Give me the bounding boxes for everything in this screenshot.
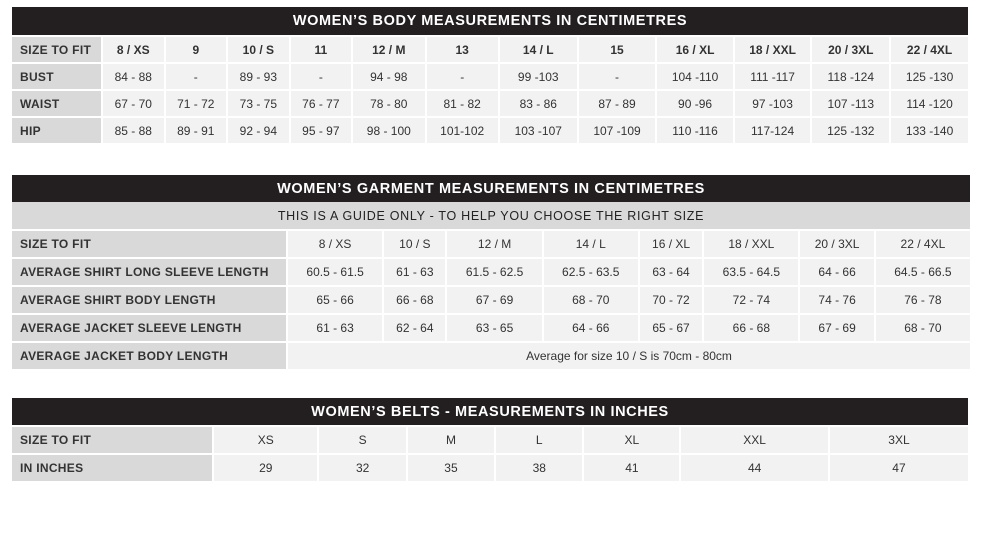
garment-measurements-section: [12, 175, 970, 371]
cell: 35: [408, 455, 494, 481]
cell: 41: [584, 455, 679, 481]
row-label: AVERAGE JACKET SLEEVE LENGTH: [12, 315, 286, 341]
size-header: 9: [166, 37, 227, 62]
header-label: SIZE TO FIT: [12, 427, 212, 453]
cell: 89 - 93: [228, 64, 289, 89]
header-label: SIZE TO FIT: [12, 37, 101, 62]
cell: 64 - 66: [800, 259, 873, 285]
cell: 63 - 64: [640, 259, 702, 285]
body-table-title: WOMEN’S BODY MEASUREMENTS IN CENTIMETRES: [12, 7, 968, 35]
size-header: 22 / 4XL: [876, 231, 970, 257]
size-header: 14 / L: [500, 37, 577, 62]
table-header-row: [12, 37, 968, 62]
cell: 32: [319, 455, 405, 481]
size-header: XL: [584, 427, 679, 453]
table-header-row: [12, 231, 970, 257]
cell: 92 - 94: [228, 118, 289, 143]
size-header: 20 / 3XL: [800, 231, 873, 257]
cell: 60.5 - 61.5: [288, 259, 382, 285]
cell: 90 -96: [657, 91, 732, 116]
cell: 111 -117: [735, 64, 811, 89]
table-row-jacket-body: [12, 343, 970, 369]
row-label: AVERAGE SHIRT LONG SLEEVE LENGTH: [12, 259, 286, 285]
table-row-bust: [12, 64, 968, 89]
garment-measurements-table: [10, 229, 972, 371]
cell: 65 - 67: [640, 315, 702, 341]
size-header: 3XL: [830, 427, 968, 453]
cell: 38: [496, 455, 582, 481]
cell: 66 - 68: [704, 315, 798, 341]
cell: 74 - 76: [800, 287, 873, 313]
header-label: SIZE TO FIT: [12, 231, 286, 257]
cell: 101-102: [427, 118, 498, 143]
cell: 68 - 70: [544, 287, 638, 313]
cell: 133 -140: [891, 118, 968, 143]
cell: 107 -113: [812, 91, 889, 116]
cell: 66 - 68: [384, 287, 445, 313]
row-label: AVERAGE JACKET BODY LENGTH: [12, 343, 286, 369]
garment-table-subtitle: THIS IS A GUIDE ONLY - TO HELP YOU CHOOSE THE RIGHT SIZE: [12, 202, 970, 229]
cell: -: [166, 64, 227, 89]
cell: 65 - 66: [288, 287, 382, 313]
table-row-shirt-body: [12, 287, 970, 313]
cell: 104 -110: [657, 64, 732, 89]
size-header: 12 / M: [353, 37, 424, 62]
size-header: L: [496, 427, 582, 453]
cell: 114 -120: [891, 91, 968, 116]
size-header: 10 / S: [228, 37, 289, 62]
cell: 61.5 - 62.5: [447, 259, 541, 285]
cell: 71 - 72: [166, 91, 227, 116]
size-header: 13: [427, 37, 498, 62]
row-label: IN INCHES: [12, 455, 212, 481]
cell: 87 - 89: [579, 91, 656, 116]
cell: 67 - 69: [447, 287, 541, 313]
cell: 63.5 - 64.5: [704, 259, 798, 285]
row-label: HIP: [12, 118, 101, 143]
cell: 44: [681, 455, 828, 481]
cell: 125 -132: [812, 118, 889, 143]
cell: 98 - 100: [353, 118, 424, 143]
cell: 76 - 77: [291, 91, 352, 116]
cell: 81 - 82: [427, 91, 498, 116]
cell: 72 - 74: [704, 287, 798, 313]
row-label: AVERAGE SHIRT BODY LENGTH: [12, 287, 286, 313]
size-header: 8 / XS: [288, 231, 382, 257]
cell: 73 - 75: [228, 91, 289, 116]
cell: -: [291, 64, 352, 89]
size-header: 22 / 4XL: [891, 37, 968, 62]
cell: 85 - 88: [103, 118, 164, 143]
table-header-row: [12, 427, 968, 453]
cell: 63 - 65: [447, 315, 541, 341]
cell: 29: [214, 455, 317, 481]
cell: 103 -107: [500, 118, 577, 143]
cell: 94 - 98: [353, 64, 424, 89]
cell: 78 - 80: [353, 91, 424, 116]
cell: 62 - 64: [384, 315, 445, 341]
cell: 64 - 66: [544, 315, 638, 341]
size-header: 15: [579, 37, 656, 62]
cell: 97 -103: [735, 91, 811, 116]
cell: 99 -103: [500, 64, 577, 89]
cell: 110 -116: [657, 118, 732, 143]
body-measurements-table: [10, 35, 970, 145]
cell: 61 - 63: [384, 259, 445, 285]
table-row-jacket-sleeve: [12, 315, 970, 341]
table-row-hip: [12, 118, 968, 143]
cell: 47: [830, 455, 968, 481]
size-header: 18 / XXL: [704, 231, 798, 257]
size-header: 11: [291, 37, 352, 62]
cell: 67 - 70: [103, 91, 164, 116]
belts-table-title: WOMEN’S BELTS - MEASUREMENTS IN INCHES: [12, 398, 968, 425]
body-measurements-section: [12, 7, 968, 145]
table-row-shirt-sleeve: [12, 259, 970, 285]
size-header: 8 / XS: [103, 37, 164, 62]
table-row-waist: [12, 91, 968, 116]
jacket-body-note: Average for size 10 / S is 70cm - 80cm: [288, 343, 970, 369]
cell: 84 - 88: [103, 64, 164, 89]
belts-measurements-table: [10, 425, 970, 483]
table-row-inches: [12, 455, 968, 481]
cell: 89 - 91: [166, 118, 227, 143]
size-header: XXL: [681, 427, 828, 453]
cell: 125 -130: [891, 64, 968, 89]
cell: 67 - 69: [800, 315, 873, 341]
size-header: 10 / S: [384, 231, 445, 257]
cell: 107 -109: [579, 118, 656, 143]
cell: 76 - 78: [876, 287, 970, 313]
cell: 62.5 - 63.5: [544, 259, 638, 285]
cell: 64.5 - 66.5: [876, 259, 970, 285]
size-header: XS: [214, 427, 317, 453]
cell: 61 - 63: [288, 315, 382, 341]
cell: 70 - 72: [640, 287, 702, 313]
row-label: WAIST: [12, 91, 101, 116]
cell: 117-124: [735, 118, 811, 143]
size-header: 20 / 3XL: [812, 37, 889, 62]
cell: -: [579, 64, 656, 89]
size-header: 12 / M: [447, 231, 541, 257]
cell: -: [427, 64, 498, 89]
size-header: 16 / XL: [657, 37, 732, 62]
size-header: M: [408, 427, 494, 453]
belts-measurements-section: [12, 398, 968, 483]
cell: 68 - 70: [876, 315, 970, 341]
cell: 83 - 86: [500, 91, 577, 116]
cell: 118 -124: [812, 64, 889, 89]
row-label: BUST: [12, 64, 101, 89]
size-header: S: [319, 427, 405, 453]
size-header: 16 / XL: [640, 231, 702, 257]
garment-table-title: WOMEN’S GARMENT MEASUREMENTS IN CENTIMETRES: [12, 175, 970, 202]
cell: 95 - 97: [291, 118, 352, 143]
size-header: 18 / XXL: [735, 37, 811, 62]
size-header: 14 / L: [544, 231, 638, 257]
